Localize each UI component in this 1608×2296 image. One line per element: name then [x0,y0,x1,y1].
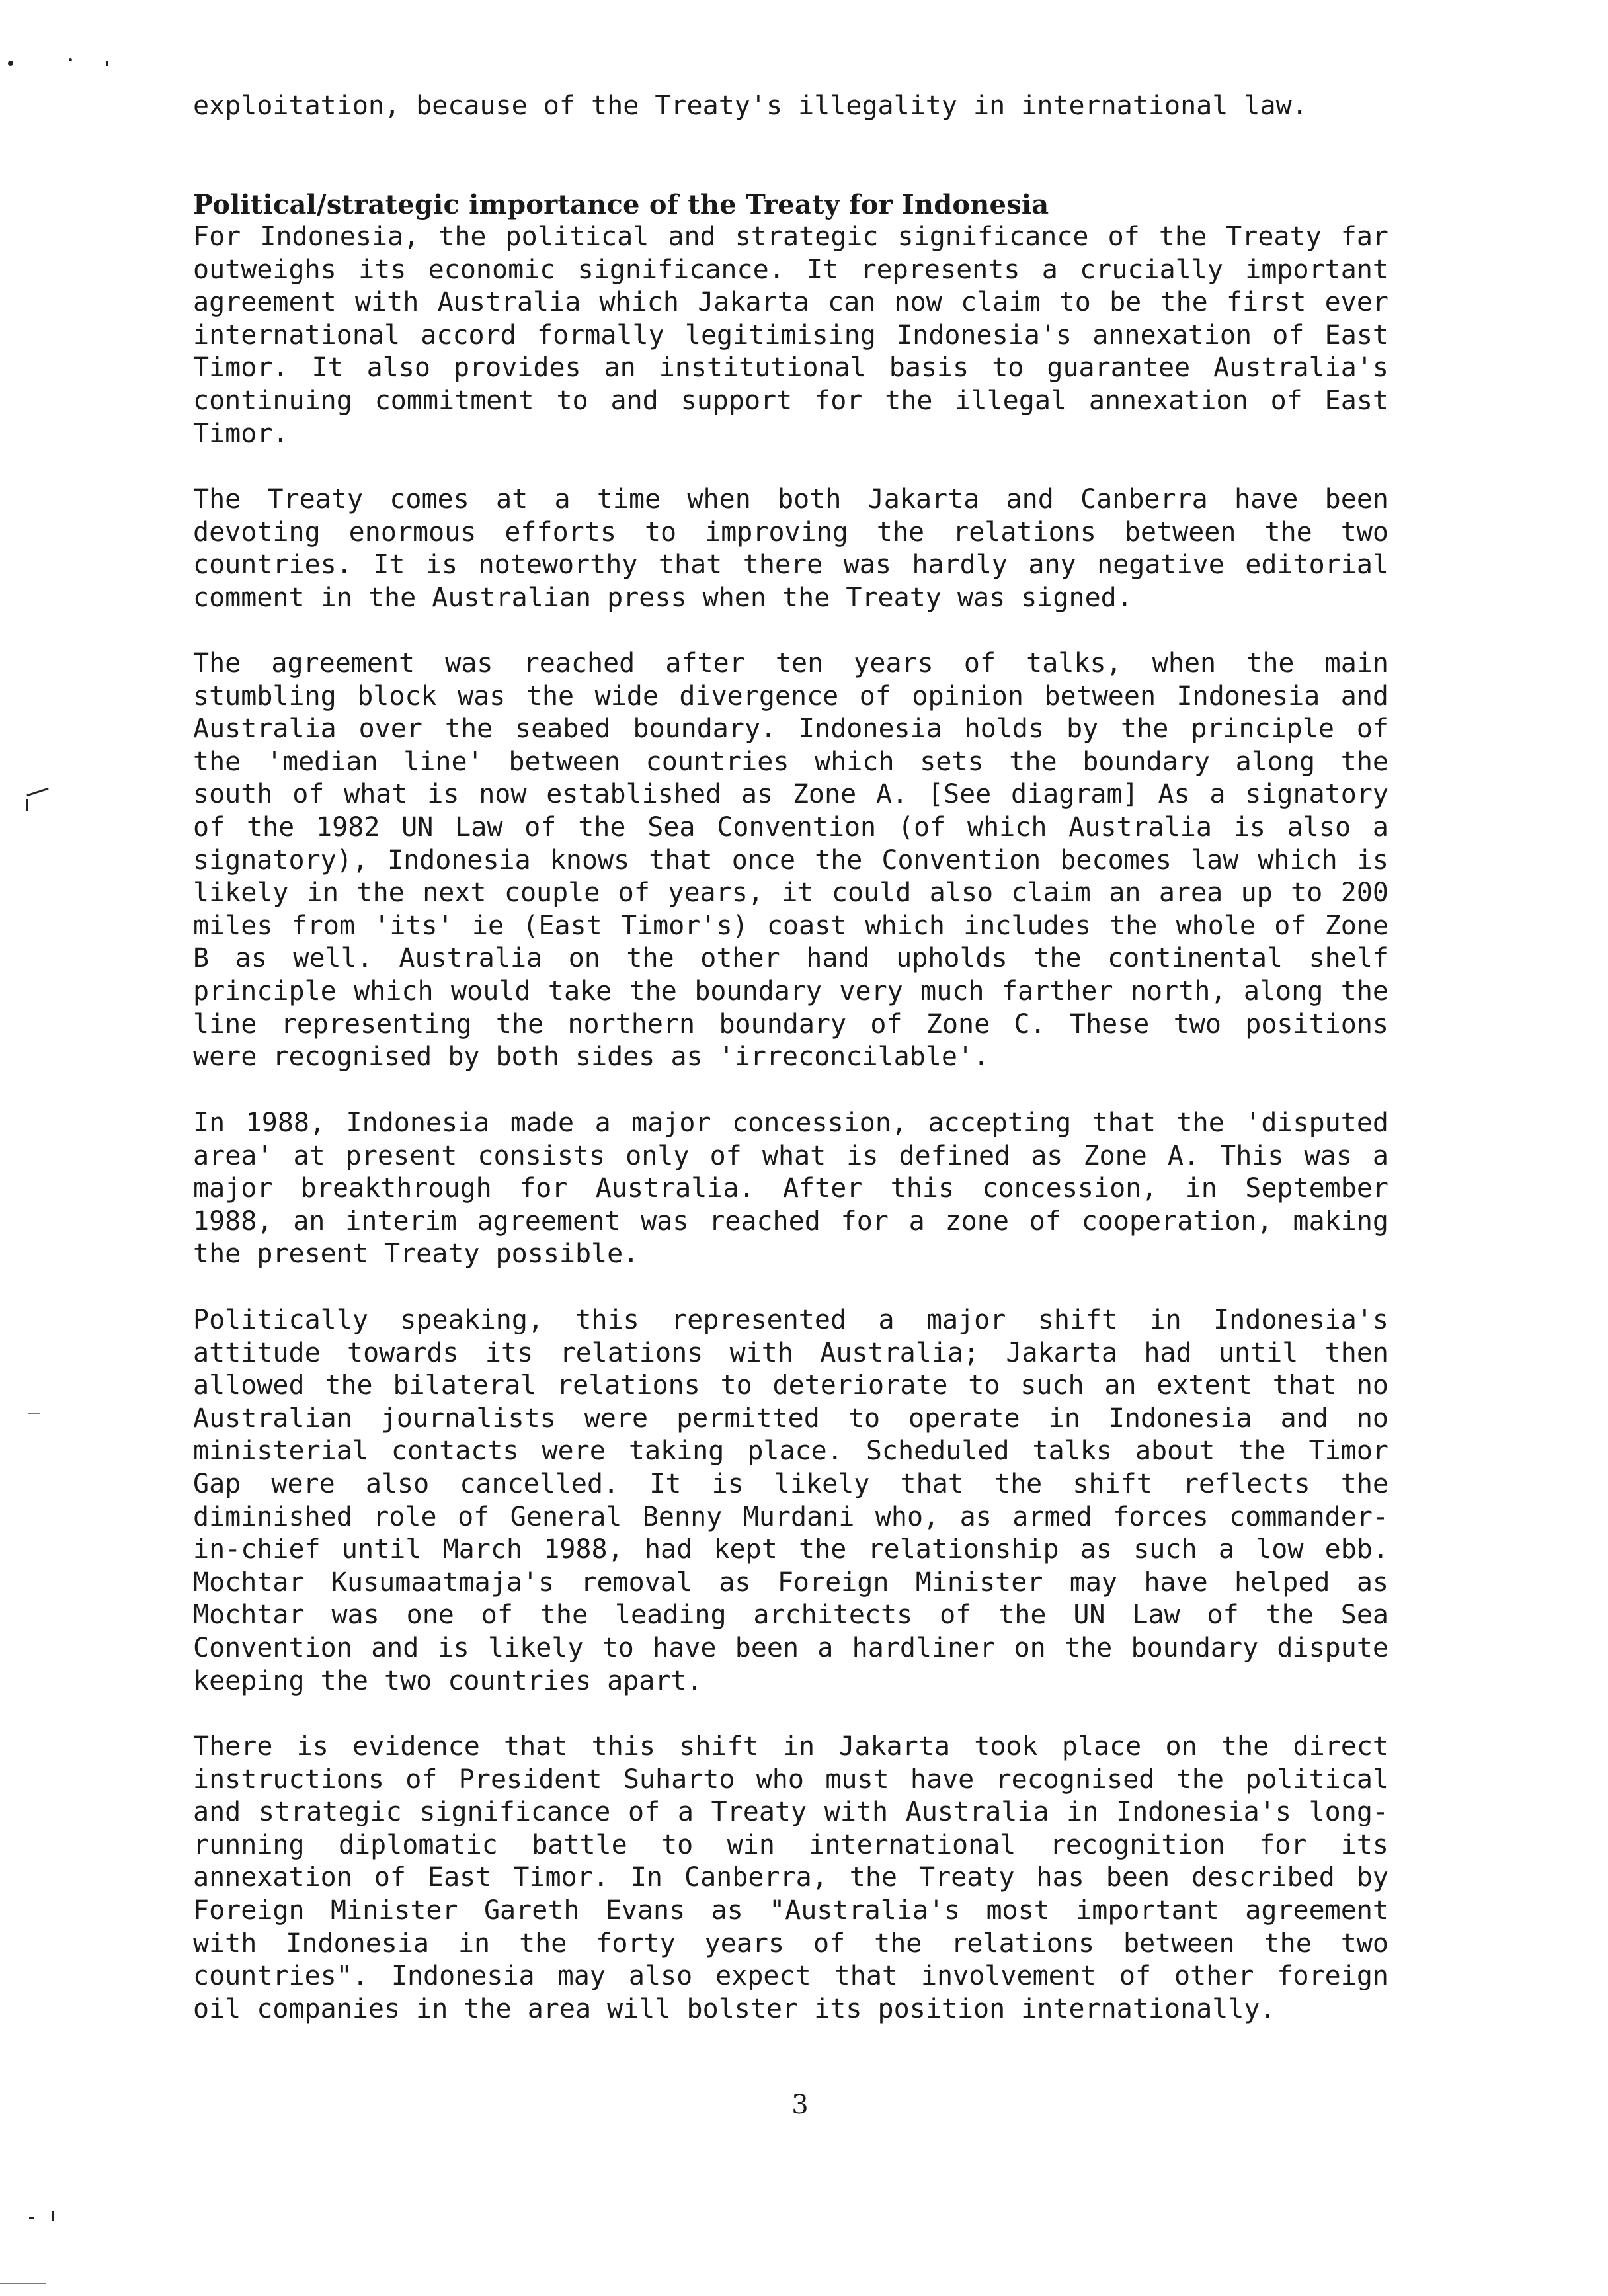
scan-mark [26,799,28,811]
text-line: ministerial contacts were taking place. Scheduled talks about the Timor [193,1436,1388,1467]
scan-mark [69,58,72,62]
scan-mark [106,61,108,66]
text-line: continuing commitment to and support for the illegal annexation of East [193,385,1388,416]
text-line: B as well. Australia on the other hand upholds the continental shelf [193,943,1388,974]
text-line: Foreign Minister Gareth Evans as "Australia's most important agreement [193,1895,1388,1926]
scan-mark [0,2283,46,2284]
paragraph-4 [193,1107,1388,1271]
text-line: oil companies in the area will bolster its position internationally. [193,1993,1276,2024]
text-line: principle which would take the boundary very much farther north, along the [193,975,1388,1006]
text-line: in-chief until March 1988, had kept the relationship as such a low ebb. [193,1534,1388,1565]
text-line: the 'median line' between countries which sets the boundary along the [193,746,1388,777]
text-line: area' at present consists only of what is defined as Zone A. This was a [193,1140,1388,1171]
text-line: agreement with Australia which Jakarta can now claim to be the first ever [193,287,1388,318]
text-line: major breakthrough for Australia. After this concession, in September [193,1173,1388,1204]
paragraph-1 [193,221,1388,450]
text-line: outweighs its economic significance. It represents a crucially important [193,254,1388,285]
text-line: The Treaty comes at a time when both Jakarta and Canberra have been [193,484,1388,514]
text-line: keeping the two countries apart. [193,1665,703,1696]
page-number: 3 [791,2090,809,2120]
text-line: miles from 'its' ie (East Timor's) coast which includes the whole of Zone [193,910,1388,941]
text-line: signatory), Indonesia knows that once the Convention becomes law which is [193,844,1388,876]
text-line: line representing the northern boundary of Zone C. These two positions [193,1008,1388,1040]
text-line: of the 1982 UN Law of the Sea Convention (of which Australia is also a [193,811,1388,842]
text-line: running diplomatic battle to win international recognition for its [193,1829,1388,1860]
text-line: Politically speaking, this represented a major shift in Indonesia's [193,1305,1388,1335]
text-line: were recognised by both sides as 'irreconcilable'. [193,1042,990,1073]
text-line: The agreement was reached after ten years of talks, when the main [193,648,1388,678]
text-line: likely in the next couple of years, it could also claim an area up to 200 [193,878,1388,909]
text-line: with Indonesia in the forty years of the relations between the two [193,1928,1388,1959]
text-line: countries". Indonesia may also expect that involvement of other foreign [193,1961,1388,1992]
text-line: Timor. [193,418,289,449]
text-line: Mochtar Kusumaatmaja's removal as Foreign Minister may have helped as [193,1567,1388,1598]
text-line: comment in the Australian press when the Treaty was signed. [193,582,1133,613]
scan-mark [28,1413,40,1414]
text-line: There is evidence that this shift in Jakarta took place on the direct [193,1731,1388,1762]
text-line: the present Treaty possible. [193,1239,639,1270]
text-line: and strategic significance of a Treaty with Australia in Indonesia's long- [193,1797,1388,1828]
paragraph-6 [193,1731,1388,2026]
text-line: 1988, an interim agreement was reached for a zone of cooperation, making [193,1206,1388,1237]
text-line: In 1988, Indonesia made a major concession, accepting that the 'disputed [193,1108,1388,1138]
text-line: stumbling block was the wide divergence of opinion between Indonesia and [193,680,1388,712]
text-line: allowed the bilateral relations to deteriorate to such an extent that no [193,1370,1388,1401]
text-line: instructions of President Suharto who must have recognised the political [193,1764,1388,1795]
scan-mark [8,61,13,66]
section-heading: Political/strategic importance of the Treaty for Indonesia [193,189,1049,220]
text-line: international accord formally legitimising Indonesia's annexation of East [193,319,1388,350]
scan-mark [26,788,48,796]
paragraph-2 [193,483,1388,614]
paragraph-5 [193,1304,1388,1698]
scan-mark [52,2211,54,2221]
continuation-text [193,90,1388,123]
paragraph-3 [193,647,1388,1074]
text-line: exploitation, because of the Treaty's illegality in international law. [193,91,1308,121]
text-line: Convention and is likely to have been a hardliner on the boundary dispute [193,1632,1388,1663]
text-line: annexation of East Timor. In Canberra, the Treaty has been described by [193,1862,1388,1893]
text-line: Australian journalists were permitted to operate in Indonesia and no [193,1403,1388,1434]
text-line: For Indonesia, the political and strategic significance of the Treaty far [193,222,1388,252]
text-line: south of what is now established as Zone A. [See diagram] As a signatory [193,779,1388,810]
text-line: attitude towards its relations with Australia; Jakarta had until then [193,1337,1388,1368]
text-line: countries. It is noteworthy that there was hardly any negative editorial [193,550,1388,581]
text-line: Timor. It also provides an institutional basis to guarantee Australia's [193,352,1388,384]
text-line: Mochtar was one of the leading architects of the UN Law of the Sea [193,1600,1388,1631]
text-line: diminished role of General Benny Murdani who, as armed forces commander- [193,1501,1388,1532]
scan-mark [29,2217,34,2219]
text-line: devoting enormous efforts to improving the relations between the two [193,516,1388,548]
text-line: Gap were also cancelled. It is likely that the shift reflects the [193,1468,1388,1499]
text-line: Australia over the seabed boundary. Indonesia holds by the principle of [193,714,1388,745]
